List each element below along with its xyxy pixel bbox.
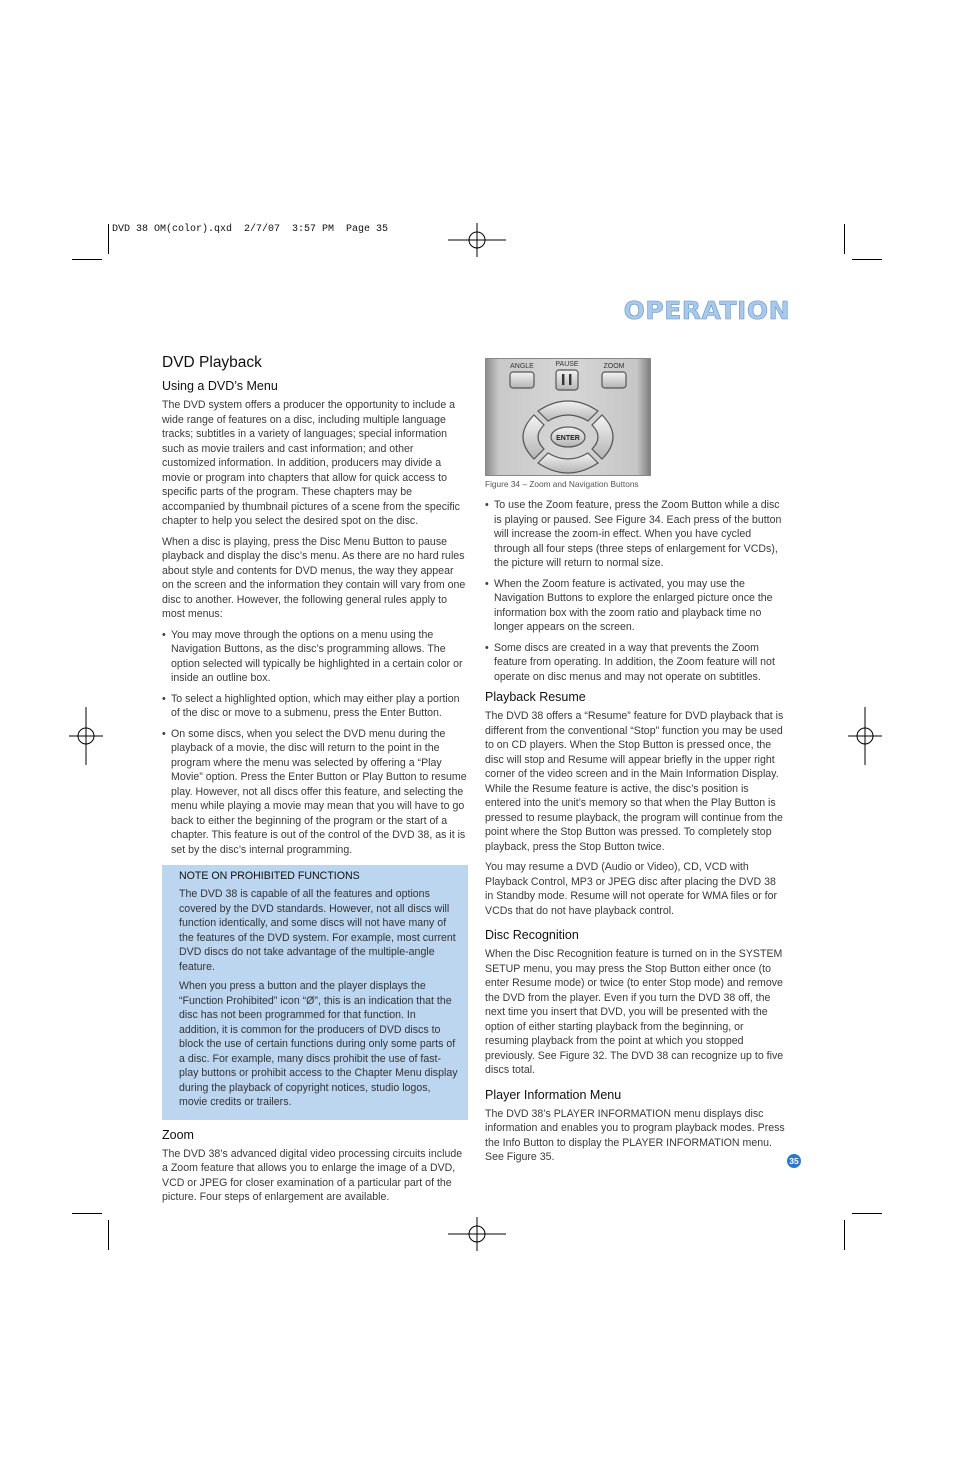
subheading-player-information: Player Information Menu: [485, 1087, 622, 1102]
list-item: • When the Zoom feature is activated, you may use the Navigation Buttons to explore the enlarged picture once the information box with the zoom ratio and playback time no longer appears on the screen.: [485, 577, 773, 633]
note-title: NOTE ON PROHIBITED FUNCTIONS: [179, 870, 360, 882]
heading-dvd-playback: DVD Playback: [162, 354, 262, 371]
list-item: • To select a highlighted option, which may either play a portion of the disc or move to a submenu, press the Enter Button.: [162, 692, 460, 719]
list-item: • On some discs, when you select the DVD menu during the playback of a movie, the disc will return to the point in the program where the menu was selected by offering a “Play Movie” option. Press the Enter Button or Play Button to resume play. However, not all discs offer this feature, and selecting the menu while playing a movie may mean that you will have to go back to either the beginning of the program or the start of a chapter. This feature is out of the control of the DVD 38, as it is set by the disc’s internal programming.: [162, 727, 467, 856]
paragraph: When a disc is playing, press the Disc Menu Button to pause playback and display the disc’s menu. As there are no hard rules about style and contents for DVD menus, the way they appear on the screen and the information they contain will vary from one disc to another. However, the following general rules apply to most menus:: [162, 535, 466, 620]
note-box: [162, 865, 468, 1120]
remote-control-figure: [485, 358, 651, 476]
crop-mark: [852, 259, 882, 260]
paragraph: The DVD system offers a producer the opportunity to include a wide range of features on a disc, including multiple language tracks; subtitles in a variety of languages; special information such as movie trailers and cast information; and other customized information. In addition, producers may divide a movie or program into chapters that allow for quick access to specific parts of the program. These chapters may be accompanied by thumbnail pictures of a scene from the specific chapter to help you select the desired spot on the disc.: [162, 399, 460, 527]
registration-mark-icon: [57, 707, 115, 765]
list-item: • To use the Zoom feature, press the Zoom Button while a disc is playing or paused. See Figure 34. Each press of the button will increase the zoom-in effect. When you have cycled through all four steps (three steps of enlargement for VCDs), the picture will return to normal size.: [485, 499, 782, 569]
paragraph: The DVD 38’s PLAYER INFORMATION menu displays disc information and enables you to program playback modes. Press the Info Button to display the PLAYER INFORMATION menu. See Figure 35.: [485, 1107, 785, 1163]
zoom-button-label: ZOOM: [603, 363, 625, 370]
registration-mark-icon: [836, 707, 894, 765]
list-item: • You may move through the options on a menu using the Navigation Buttons, as the disc’s programming allows. The option selected will typically be highlighted in a certain color or inside an outline box.: [162, 628, 463, 684]
paragraph: You may resume a DVD (Audio or Video), CD, VCD with Playback Control, MP3 or JPEG disc after placing the DVD 38 in Standby mode. Resume will not operate for WMA files or for VCDs that do not have playback control.: [485, 861, 778, 917]
registration-mark-icon: [448, 211, 506, 269]
paragraph: The DVD 38 offers a “Resume” feature for DVD playback that is different from the conventional “Stop” function you may be used to on CD players. When the Stop Button is pressed once, the disc will stop and Resume will appear briefly in the upper right corner of the video screen and in the Main Information Display. While the Resume feature is active, the disc’s position is entered into the unit’s memory so that when the Play Button is pressed to resume playback, the program will continue from the point where the Stop Button was pressed. To completely stop playback, press the Stop Button twice.: [485, 710, 784, 853]
crop-mark: [72, 259, 102, 260]
crop-mark: [844, 1220, 845, 1250]
registration-mark-icon: [448, 1205, 506, 1263]
bullet-icon: •: [162, 628, 166, 641]
paragraph: When the Disc Recognition feature is turned on in the SYSTEM SETUP menu, you may press the Stop Button either once (to enter Resume mode) or twice (to enter Stop mode) and remove the DVD from the player. Even if you turn the DVD 38 off, the next time you insert that DVD, you will be presented with the option of either starting playback from the beginning, or resuming playback from the point at which you stopped previously. See Figure 32. The DVD 38 can recognize up to five discs total.: [485, 948, 784, 1076]
crop-mark: [108, 224, 109, 254]
note-paragraph: When you press a button and the player displays the “Function Prohibited” icon “Ø”, this is an indication that the disc has not been programmed for that function. In addition, it is common for the producers of DVD discs to block the use of certain functions during only some parts of a disc. For example, many discs prohibit the use of fast-play buttons or prohibit access to the Chapter Menu display during the playback of copyright notices, studio logos, movie credits or trailers.: [179, 980, 458, 1108]
bullet-icon: •: [485, 577, 489, 590]
figure-caption: Figure 34 – Zoom and Navigation Buttons: [485, 479, 639, 489]
crop-mark: [72, 1213, 102, 1214]
crop-mark: [852, 1213, 882, 1214]
note-paragraph: The DVD 38 is capable of all the features and options covered by the DVD standards. However, not all discs will function identically, and some discs will not have many of the features of the DVD system. For example, most current DVD discs do not take advantage of the multiple-angle feature.: [179, 888, 456, 973]
print-slug-line: DVD 38 OM(color).qxd 2/7/07 3:57 PM Page 35: [112, 224, 389, 235]
crop-mark: [108, 1220, 109, 1250]
enter-button-label: ENTER: [556, 435, 580, 442]
list-item: • Some discs are created in a way that prevents the Zoom feature from operating. In addition, the Zoom feature will not operate on disc menus and may not operate on subtitles.: [485, 641, 775, 683]
right-column: [485, 358, 787, 1171]
bullet-icon: •: [485, 641, 489, 654]
subheading-using-menu: Using a DVD’s Menu: [162, 379, 278, 393]
subheading-playback-resume: Playback Resume: [485, 690, 586, 704]
bullet-list: [162, 628, 468, 858]
subheading-zoom: Zoom: [162, 1127, 194, 1142]
angle-button-label: ANGLE: [510, 363, 534, 370]
page-number-badge: 35: [787, 1154, 801, 1168]
bullet-icon: •: [162, 727, 166, 740]
left-column: [162, 354, 468, 1211]
paragraph: The DVD 38’s advanced digital video processing circuits include a Zoom feature that allows you to enlarge the image of a DVD, VCD or JPEG for closer examination of a particular part of the picture. Four steps of enlargement are available.: [162, 1147, 463, 1203]
remote-control-image: [486, 359, 650, 475]
section-title: OPERATION: [623, 296, 790, 325]
bullet-list: [485, 498, 787, 684]
subheading-disc-recognition: Disc Recognition: [485, 928, 579, 942]
bullet-icon: •: [485, 499, 489, 511]
crop-mark: [844, 224, 845, 254]
bullet-icon: •: [162, 692, 166, 705]
pause-button-label: PAUSE: [555, 361, 579, 368]
